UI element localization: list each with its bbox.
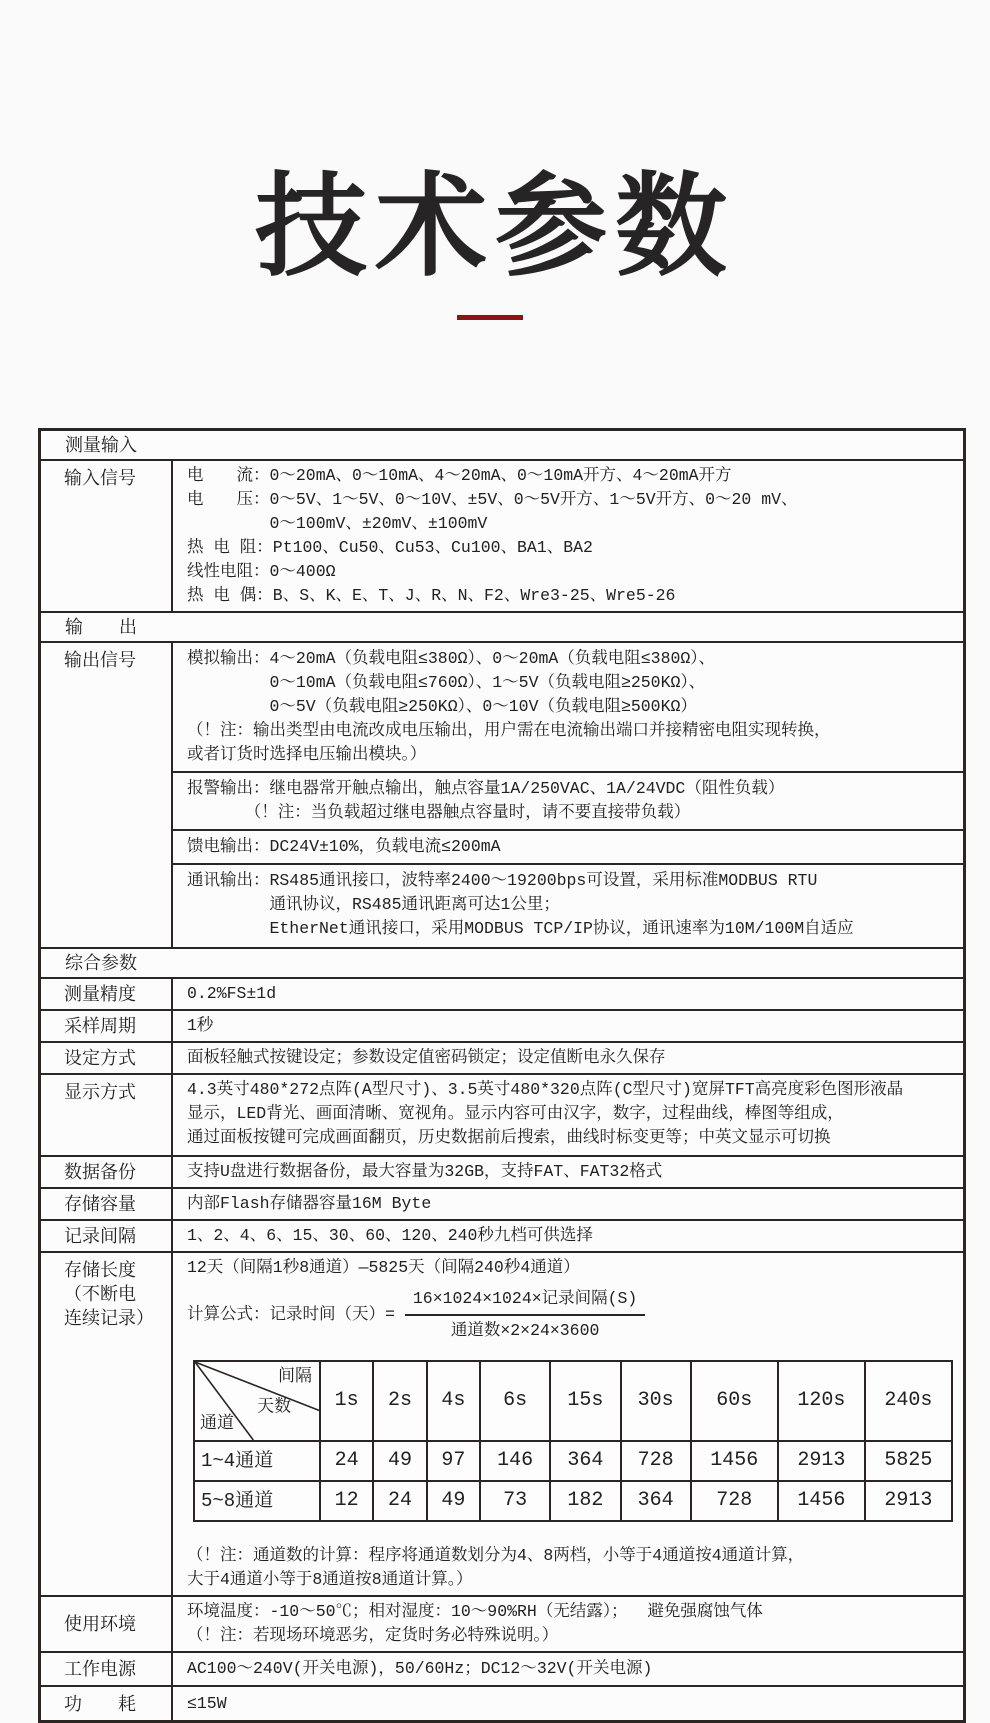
label-line: （不断电 [64, 1284, 136, 1304]
env-line: （！注：若现场环境恶劣，定货时务必特殊说明。） [187, 1626, 559, 1645]
analog-line: 0～5V（负载电阻≥250KΩ）、0～10V（负载电阻≥500KΩ） [187, 697, 697, 716]
interval-header: 240s [865, 1361, 952, 1441]
row-content [173, 1043, 963, 1073]
storage-days-table [193, 1360, 953, 1522]
days-value: 73 [480, 1481, 550, 1521]
formula-denominator: 通道数×2×24×3600 [450, 1321, 600, 1340]
row-content [173, 1597, 963, 1651]
days-value: 728 [621, 1441, 691, 1481]
input-line: 线性电阻：0～400Ω [187, 562, 336, 581]
feed-line: 馈电输出：DC24V±10%，负载电流≤200mA [187, 837, 501, 856]
input-line: 电 流：0～20mA、0～10mA、4～20mA、0～10mA开方、4～20mA开方 [187, 466, 732, 485]
row-content [173, 1189, 963, 1219]
row-label: 测量精度 [41, 979, 173, 1009]
interval-header: 15s [550, 1361, 620, 1441]
row-label: 记录间隔 [41, 1221, 173, 1251]
row-content [173, 461, 963, 611]
storage-note [187, 1544, 953, 1592]
days-value: 49 [373, 1441, 426, 1481]
sub-feed-output [173, 829, 963, 863]
interval-header: 2s [373, 1361, 426, 1441]
days-value: 24 [373, 1481, 426, 1521]
row-capacity [41, 1187, 963, 1219]
row-backup [41, 1155, 963, 1187]
row-label: 设定方式 [41, 1043, 173, 1073]
days-value: 364 [550, 1441, 620, 1481]
days-value: 2913 [865, 1481, 952, 1521]
days-value: 5825 [865, 1441, 952, 1481]
analog-line: （！注：输出类型由电流改成电压输出，用户需在电流输出端口并接精密电阻实现转换， [187, 721, 831, 740]
analog-line: 或者订货时选择电压输出模块。） [187, 745, 427, 764]
row-content [173, 643, 963, 947]
days-value: 2913 [778, 1441, 865, 1481]
days-value: 182 [550, 1481, 620, 1521]
comm-line: 通讯协议，RS485通讯距离可达1公里； [187, 895, 560, 914]
value: 面板轻触式按键设定；参数设定值密码锁定；设定值断电永久保存 [187, 1048, 666, 1067]
value: 1、2、4、6、15、30、60、120、240秒九档可供选择 [187, 1226, 593, 1245]
row-content [173, 1687, 963, 1720]
label-line: 连续记录） [64, 1308, 154, 1328]
row-label: 输出信号 [41, 643, 173, 947]
days-value: 1456 [778, 1481, 865, 1521]
row-label: 功 耗 [41, 1687, 173, 1720]
days-value: 146 [480, 1441, 550, 1481]
sub-analog-output [173, 643, 963, 771]
label-line: 存储长度 [64, 1260, 136, 1280]
days-table-row-1-4 [194, 1441, 952, 1481]
spec-table [38, 428, 966, 1723]
row-content [173, 1253, 963, 1595]
value: ≤15W [187, 1693, 227, 1713]
corner-label-interval: 间隔 [278, 1368, 312, 1387]
formula-prefix: 计算公式：记录时间（天）= [187, 1305, 395, 1324]
value: 支持U盘进行数据备份，最大容量为32GB，支持FAT、FAT32格式 [187, 1162, 663, 1181]
row-consumption [41, 1685, 963, 1720]
display-line: 通过面板按键可完成画面翻页，历史数据前后搜索，曲线时标变更等；中英文显示可切换 [187, 1128, 831, 1147]
env-line: 环境温度：-10～50℃；相对湿度：10～90%RH（无结露）； 避免强腐蚀气体 [187, 1602, 763, 1621]
channel-row-label: 5~8通道 [194, 1481, 320, 1521]
days-value: 24 [320, 1441, 373, 1481]
row-storage-length [41, 1251, 963, 1595]
days-value: 97 [427, 1441, 480, 1481]
row-output-signal [41, 641, 963, 947]
input-line: 电 压：0～5V、1～5V、0～10V、±5V、0～5V开方、1～5V开方、0～20 mV、 [187, 490, 798, 509]
days-value: 364 [621, 1481, 691, 1521]
value: AC100～240V(开关电源)，50/60Hz；DC12～32V(开关电源) [187, 1659, 653, 1678]
row-content [173, 1157, 963, 1187]
days-value: 728 [691, 1481, 778, 1521]
row-sampling [41, 1009, 963, 1041]
row-label: 采样周期 [41, 1011, 173, 1041]
days-table-header-row [194, 1361, 952, 1441]
corner-label-channel: 通道 [200, 1415, 234, 1434]
row-content [173, 1221, 963, 1251]
section-header-general [41, 947, 963, 977]
section-header-measure-input [41, 431, 963, 459]
alarm-line: （！注：当负载超过继电器触点容量时，请不要直接带负载） [187, 803, 691, 822]
section-label: 综合参数 [65, 953, 137, 973]
row-label: 使用环境 [41, 1597, 173, 1651]
interval-header: 60s [691, 1361, 778, 1441]
days-value: 49 [427, 1481, 480, 1521]
channel-row-label: 1~4通道 [194, 1441, 320, 1481]
section-header-output [41, 611, 963, 641]
row-label: 输入信号 [41, 461, 173, 611]
interval-header: 6s [480, 1361, 550, 1441]
input-line: 热 电 阻：Pt100、Cu50、Cu53、Cu100、BA1、BA2 [187, 538, 593, 557]
display-line: 显示，LED背光、画面清晰、宽视角。显示内容可由汉字，数字，过程曲线，棒图等组成， [187, 1104, 844, 1123]
value: 内部Flash存储器容量16M Byte [187, 1194, 432, 1213]
days-table-row-5-8 [194, 1481, 952, 1521]
row-content [173, 1653, 963, 1685]
analog-line: 0～10mA（负载电阻≤760Ω）、1～5V（负载电阻≥250KΩ）、 [187, 673, 706, 692]
input-line: 热 电 偶：B、S、K、E、T、J、R、N、F2、Wre3-25、Wre5-26 [187, 586, 676, 605]
input-line: 0～100mV、±20mV、±100mV [187, 514, 488, 533]
row-label [41, 1253, 173, 1595]
diagonal-corner-cell [194, 1361, 320, 1441]
note-line: （！注：通道数的计算：程序将通道数划分为4、8两档，小等于4通道按4通道计算， [187, 1546, 805, 1565]
comm-line: 通讯输出：RS485通讯接口，波特率2400～19200bps可设置，采用标准MODBUS RTU [187, 871, 818, 890]
sub-alarm-output [173, 771, 963, 829]
section-label: 测量输入 [65, 435, 137, 455]
formula-fraction [405, 1287, 645, 1343]
sub-comm-output [173, 863, 963, 947]
row-setting [41, 1041, 963, 1073]
corner-label-days: 天数 [257, 1398, 292, 1418]
value: 1秒 [187, 1016, 214, 1035]
row-content [173, 979, 963, 1009]
interval-header: 30s [621, 1361, 691, 1441]
section-label: 输 出 [65, 617, 137, 637]
page-title: 技术参数 [255, 164, 735, 290]
storage-range: 12天（间隔1秒8通道）—5825天（间隔240秒4通道） [187, 1258, 580, 1277]
row-content [173, 1075, 963, 1155]
storage-formula [187, 1287, 953, 1343]
title-divider [457, 315, 523, 320]
row-label: 数据备份 [41, 1157, 173, 1187]
alarm-line: 报警输出：继电器常开触点输出，触点容量1A/250VAC、1A/24VDC（阻性负载） [187, 779, 785, 798]
row-content [173, 1011, 963, 1041]
days-value: 12 [320, 1481, 373, 1521]
display-line: 4.3英寸480*272点阵(A型尺寸)、3.5英寸480*320点阵(C型尺寸)宽屏TFT高亮度彩色图形液晶 [187, 1080, 904, 1099]
interval-header: 4s [427, 1361, 480, 1441]
note-line: 大于4通道小等于8通道按8通道计算。） [187, 1570, 473, 1589]
interval-header: 1s [320, 1361, 373, 1441]
row-environment [41, 1595, 963, 1651]
row-display [41, 1073, 963, 1155]
value: 0.2%FS±1d [187, 984, 277, 1003]
days-value: 1456 [691, 1441, 778, 1481]
row-input-signal [41, 459, 963, 611]
row-power [41, 1651, 963, 1685]
row-interval [41, 1219, 963, 1251]
row-label: 工作电源 [41, 1653, 173, 1685]
formula-numerator: 16×1024×1024×记录间隔(S) [405, 1287, 645, 1316]
interval-header: 120s [778, 1361, 865, 1441]
analog-line: 模拟输出：4～20mA（负载电阻≤380Ω）、0～20mA（负载电阻≤380Ω）、 [187, 649, 716, 668]
comm-line: EtherNet通讯接口，采用MODBUS TCP/IP协议，通讯速率为10M/100M自适应 [187, 919, 854, 938]
row-label: 显示方式 [41, 1075, 173, 1155]
row-label: 存储容量 [41, 1189, 173, 1219]
row-accuracy [41, 977, 963, 1009]
